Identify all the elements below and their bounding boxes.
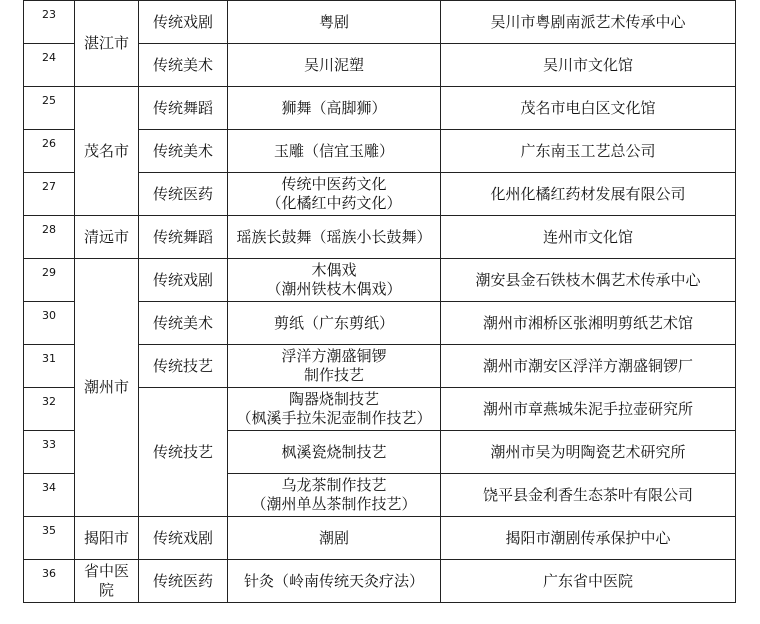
row-number: 31 [24,345,75,388]
project-cell [228,474,441,517]
city-cell [75,560,139,603]
category-cell: 传统医药 [139,173,228,216]
category-cell: 传统医药 [139,560,228,603]
category-cell: 传统美术 [139,130,228,173]
category-cell: 传统舞蹈 [139,216,228,259]
unit-cell: 潮州市湘桥区张湘明剪纸艺术馆 [441,302,736,345]
row-number: 34 [24,474,75,517]
city-cell: 湛江市 [75,1,139,87]
city-cell: 揭阳市 [75,517,139,560]
row-number: 25 [24,87,75,130]
row-number: 33 [24,431,75,474]
city-cell: 潮州市 [75,259,139,517]
row-number: 23 [24,1,75,44]
unit-cell: 潮州市吴为明陶瓷艺术研究所 [441,431,736,474]
project-line: （潮州单丛茶制作技艺） [251,495,417,513]
row-number: 29 [24,259,75,302]
project-cell: 剪纸（广东剪纸） [228,302,441,345]
category-cell: 传统美术 [139,44,228,87]
table-row [24,517,736,560]
row-number: 32 [24,388,75,431]
unit-cell: 揭阳市潮剧传承保护中心 [441,517,736,560]
project-line: 乌龙茶制作技艺 [281,476,387,494]
project-cell: 潮剧 [228,517,441,560]
unit-cell: 潮州市章燕城朱泥手拉壶研究所 [441,388,736,431]
project-line: （枫溪手拉朱泥壶制作技艺） [236,409,432,427]
city-cell: 清远市 [75,216,139,259]
unit-cell: 吴川市文化馆 [441,44,736,87]
project-cell: 枫溪瓷烧制技艺 [228,431,441,474]
table-row [24,560,736,603]
heritage-table [23,0,736,603]
category-cell: 传统舞蹈 [139,87,228,130]
project-line: 陶器烧制技艺 [288,390,379,408]
row-number: 28 [24,216,75,259]
project-cell: 粤剧 [228,1,441,44]
category-cell: 传统美术 [139,302,228,345]
project-line: （潮州铁枝木偶戏） [266,280,402,298]
unit-cell: 吴川市粤剧南派艺术传承中心 [441,1,736,44]
project-cell: 瑶族长鼓舞（瑶族小长鼓舞） [228,216,441,259]
unit-cell: 饶平县金利香生态茶叶有限公司 [441,474,736,517]
city-line: 院 [98,581,114,599]
project-cell [228,259,441,302]
category-cell: 传统技艺 [139,388,228,517]
project-line: 木偶戏 [311,261,357,279]
project-cell [228,173,441,216]
unit-cell: 连州市文化馆 [441,216,736,259]
category-cell: 传统技艺 [139,345,228,388]
row-number: 26 [24,130,75,173]
table-row [24,87,736,130]
row-number: 36 [24,560,75,603]
project-cell: 针灸（岭南传统天灸疗法） [228,560,441,603]
project-cell: 狮舞（高脚狮） [228,87,441,130]
project-cell [228,388,441,431]
project-cell [228,345,441,388]
category-cell: 传统戏剧 [139,517,228,560]
row-number: 24 [24,44,75,87]
unit-cell: 化州化橘红药材发展有限公司 [441,173,736,216]
project-line: （化橘红中药文化） [266,194,402,212]
unit-cell: 茂名市电白区文化馆 [441,87,736,130]
table-row [24,259,736,302]
unit-cell: 潮安县金石铁枝木偶艺术传承中心 [441,259,736,302]
category-cell: 传统戏剧 [139,259,228,302]
row-number: 30 [24,302,75,345]
row-number: 35 [24,517,75,560]
unit-cell: 广东南玉工艺总公司 [441,130,736,173]
unit-cell: 潮州市潮安区浮洋方潮盛铜锣厂 [441,345,736,388]
city-line: 省中医 [83,562,129,580]
table-row [24,216,736,259]
table-row [24,1,736,44]
project-line: 传统中医药文化 [281,175,387,193]
project-cell: 吴川泥塑 [228,44,441,87]
category-cell: 传统戏剧 [139,1,228,44]
unit-cell: 广东省中医院 [441,560,736,603]
project-cell: 玉雕（信宜玉雕） [228,130,441,173]
project-line: 浮洋方潮盛铜锣 [281,347,387,365]
project-line: 制作技艺 [303,366,364,384]
row-number: 27 [24,173,75,216]
city-cell: 茂名市 [75,87,139,216]
